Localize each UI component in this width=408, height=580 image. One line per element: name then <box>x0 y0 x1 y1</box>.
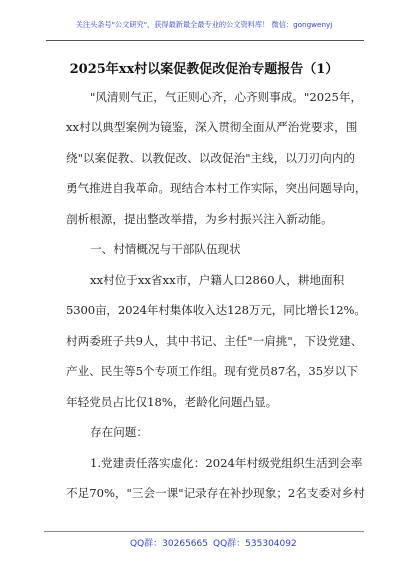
body-line: "风清则气正，气正则心齐，心齐则事成。"2025年， <box>90 90 363 104</box>
body-line: 村两委班子共9人，其中书记、主任"一肩挑"，下设党建、 <box>66 334 363 348</box>
body-line: 5300亩，2024年村集体收入达128万元，同比增长12%。 <box>66 303 366 317</box>
header-divider <box>46 40 364 41</box>
footer-divider <box>44 531 364 532</box>
body-line: xx村以典型案例为镜鉴，深入贯彻全面从严治党要求，围 <box>66 120 358 134</box>
document-title: 2025年xx村以案促教促改促治专题报告（1） <box>69 62 339 77</box>
footer-qq-group-2: QQ群：535304092 <box>213 539 297 549</box>
body-line: xx村位于xx省xx市，户籍人口2860人，耕地面积 <box>90 273 345 287</box>
body-line: 年轻党员占比仅18%，老龄化问题凸显。 <box>66 395 278 409</box>
body-line: 不足70%，"三会一课"记录存在补抄现象；2名支委对乡村 <box>66 486 365 500</box>
body-line: 产业、民生等5个专项工作组。现有党员87名，35岁以下 <box>66 364 358 378</box>
header-banner: 关注头条号"公文研究"，获得最新最全最专业的公文资料库！ 微信：gongwenyj <box>75 20 333 29</box>
body-line: 绕"以案促教、以教促改、以改促治"主线，以刀刃向内的 <box>66 151 355 165</box>
body-line: 勇气推进自我革命。现结合本村工作实际，突出问题导向， <box>66 181 367 195</box>
body-line: 剖析根源，提出整改举措，为乡村振兴注入新动能。 <box>66 212 333 226</box>
footer-qq-group-1: QQ群：30265665 <box>130 539 208 549</box>
section-heading: 一、村情概况与干部队伍现状 <box>90 242 241 256</box>
subheading: 存在问题： <box>90 425 148 439</box>
body-line: 1.党建责任落实虚化：2024年村级党组织生活到会率 <box>90 456 363 470</box>
